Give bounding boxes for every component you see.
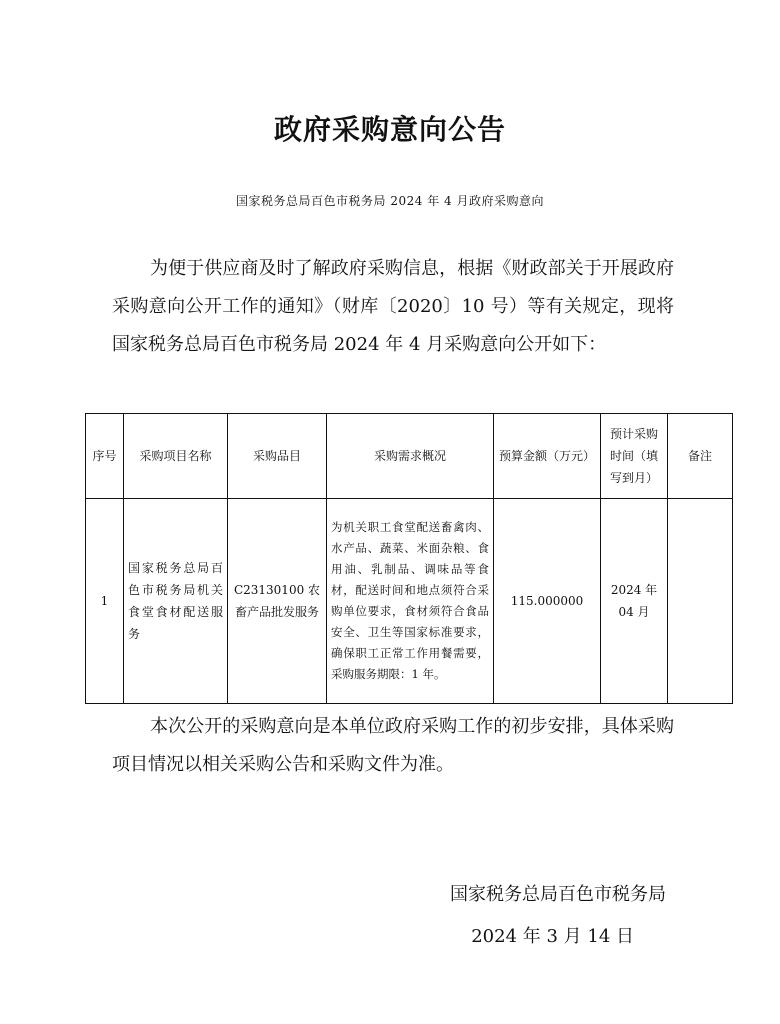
header-seq: 序号 (86, 414, 124, 499)
cell-remark (668, 499, 733, 704)
header-remark: 备注 (668, 414, 733, 499)
header-project-name: 采购项目名称 (124, 414, 228, 499)
cell-time: 2024 年 04 月 (601, 499, 668, 704)
procurement-table (85, 413, 733, 704)
cell-seq: 1 (86, 499, 124, 704)
header-category: 采购品目 (228, 414, 327, 499)
table-header-row (86, 414, 733, 499)
cell-category: C23130100 农畜产品批发服务 (228, 499, 327, 704)
closing-paragraph: 本次公开的采购意向是本单位政府采购工作的初步安排，具体采购项目情况以相关采购公告和采购文件为准。 (112, 716, 674, 775)
cell-project-name: 国家税务总局百色市税务局机关食堂食材配送服务 (124, 499, 228, 704)
header-needs: 采购需求概况 (327, 414, 494, 499)
header-budget: 预算金额（万元） (494, 414, 601, 499)
document-subtitle: 国家税务总局百色市税务局 2024 年 4 月政府采购意向 (236, 194, 544, 208)
cell-budget: 115.000000 (494, 499, 601, 704)
document-title: 政府采购意向公告 (273, 113, 506, 146)
cell-needs: 为机关职工食堂配送畜禽肉、水产品、蔬菜、米面杂粮、食用油、乳制品、调味品等食材，配送时间和地点须符合采购单位要求，食材须符合食品安全、卫生等国家标准要求，确保职工正常工作用餐需要，采购服务期限：1 年。 (327, 499, 494, 704)
signer-name: 国家税务总局百色市税务局 (450, 884, 666, 905)
signing-date: 2024 年 3 月 14 日 (471, 926, 634, 947)
header-time: 预计采购时间（填写到月） (601, 414, 668, 499)
table-row (86, 499, 733, 704)
intro-paragraph: 为便于供应商及时了解政府采购信息，根据《财政部关于开展政府采购意向公开工作的通知》（财库〔2020〕10 号）等有关规定，现将国家税务总局百色市税务局 2024 年 4 月采购意向公开如下： (112, 258, 674, 355)
